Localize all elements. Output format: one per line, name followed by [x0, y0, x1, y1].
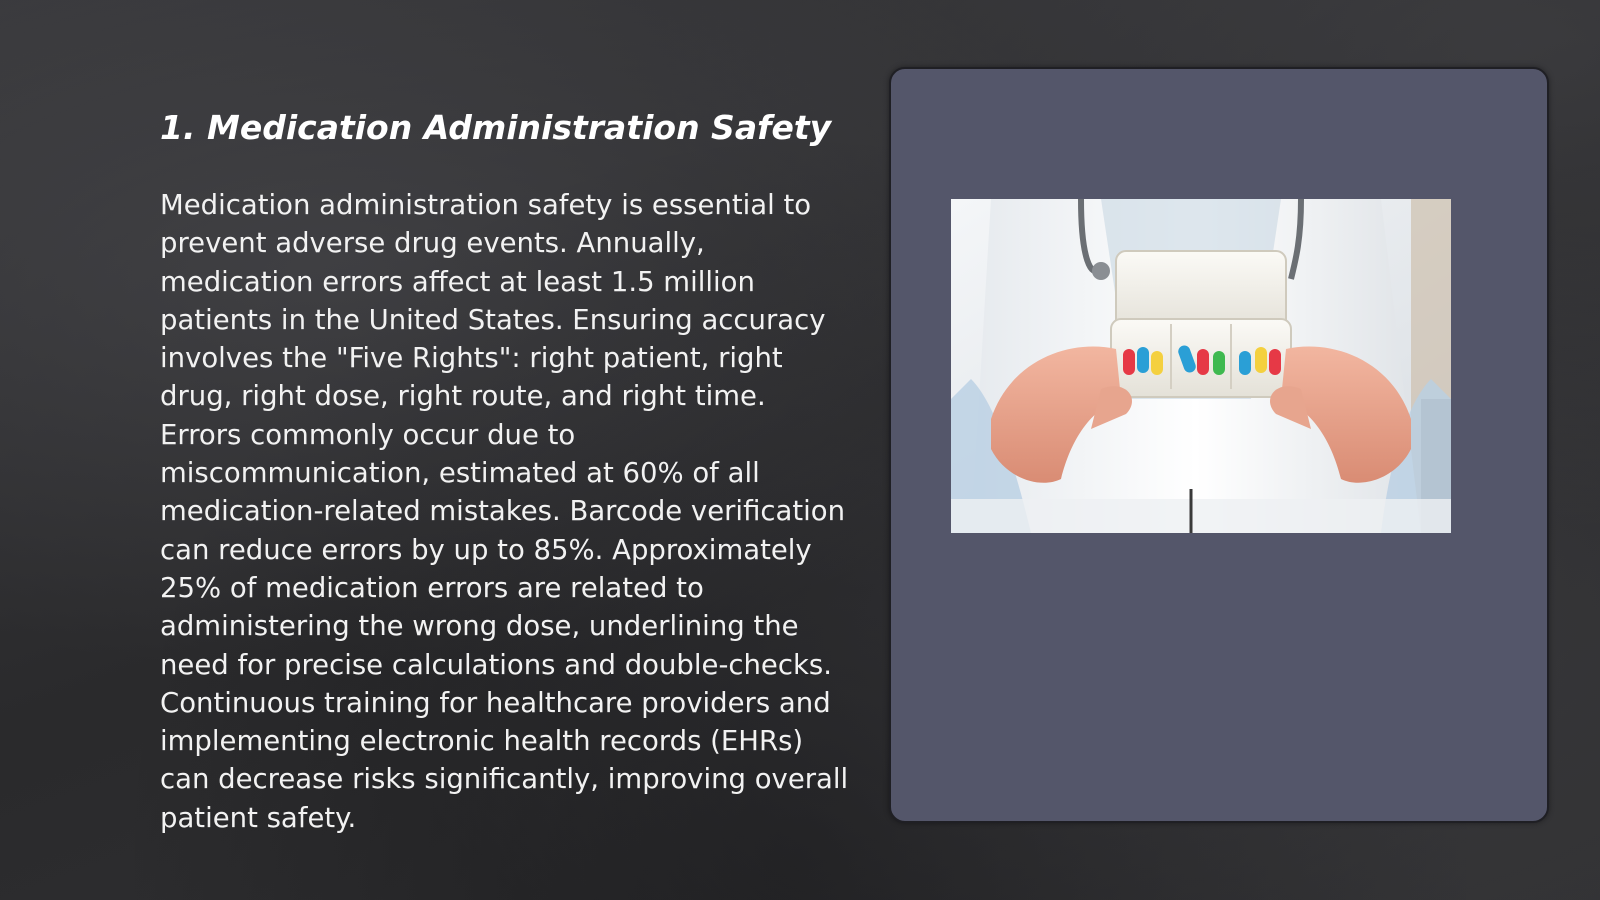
slide-body-text: Medication administration safety is essential to prevent adverse drug events. Annually, medication errors affect at least 1.5 million patients in the United States. Ensuring accuracy involves the "Five Rights": right patient, right drug, right dose, right route, and right time. Errors commonly occur due to miscommunication, estimated at 60% of all medication-related mistakes. Barcode verification can reduce errors by up to 85%. Approximately 25% of medication errors are related to administering the wrong dose, underlining the need for precise calculations and double-checks. Continuous training for healthcare providers and implementing electronic health records (EHRs) can decrease risks significantly, improving overall patient safety.: [160, 189, 849, 834]
pill-organizer-photo-icon: [951, 199, 1451, 533]
slide-title: 1. Medication Administration Safety: [160, 108, 832, 147]
image-panel: [889, 67, 1549, 823]
